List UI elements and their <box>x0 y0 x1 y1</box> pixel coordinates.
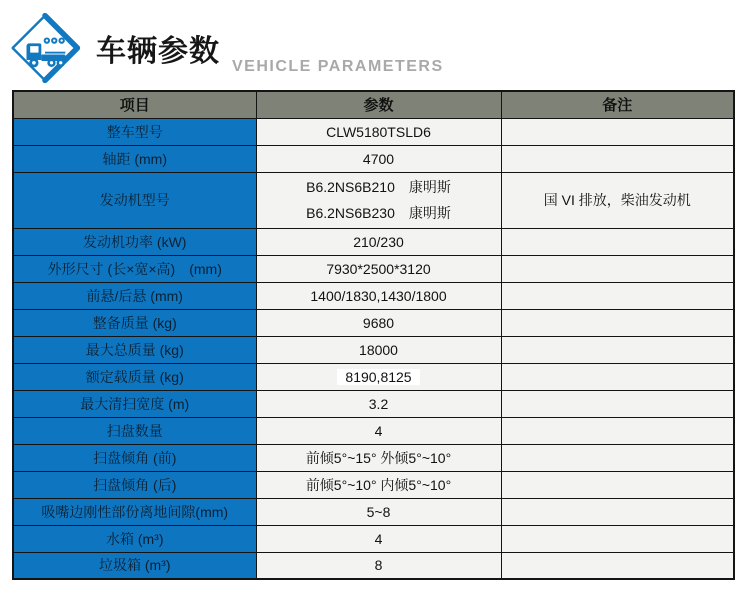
table-row <box>13 471 734 498</box>
row-item-label: 轴距 (mm) <box>13 145 256 172</box>
table-row <box>13 118 734 145</box>
table-row <box>13 282 734 309</box>
page-title: 车辆参数 <box>96 35 220 68</box>
row-note: 国 VI 排放，柴油发动机 <box>501 172 734 228</box>
row-item-label: 扫盘数量 <box>13 417 256 444</box>
row-value: 4700 <box>256 145 501 172</box>
table-row <box>13 498 734 525</box>
row-note <box>501 145 734 172</box>
row-item-label: 最大总质量 (kg) <box>13 336 256 363</box>
row-note <box>501 363 734 390</box>
row-value: 7930*2500*3120 <box>256 255 501 282</box>
row-item-label: 整备质量 (kg) <box>13 309 256 336</box>
page-subtitle: VEHICLE PARAMETERS <box>232 58 444 75</box>
row-item-label: 额定载质量 (kg) <box>13 363 256 390</box>
header-parameter: 参数 <box>256 91 501 118</box>
row-value: 4 <box>256 525 501 552</box>
table-header-row <box>13 91 734 118</box>
row-item-label: 吸嘴边刚性部份离地间隙(mm) <box>13 498 256 525</box>
truck-in-diamond-icon <box>8 11 82 85</box>
page-header <box>0 0 745 90</box>
row-value: 8190,8125 <box>256 363 501 390</box>
row-item-label: 发动机功率 (kW) <box>13 228 256 255</box>
row-value: 18000 <box>256 336 501 363</box>
table-body <box>13 118 734 579</box>
header-item: 项目 <box>13 91 256 118</box>
table-row <box>13 552 734 579</box>
row-item-label: 扫盘倾角 (前) <box>13 444 256 471</box>
table-row <box>13 390 734 417</box>
row-note <box>501 444 734 471</box>
table-header <box>13 91 734 118</box>
vehicle-parameters-table <box>12 90 735 580</box>
row-note <box>501 336 734 363</box>
row-note <box>501 282 734 309</box>
row-value: 3.2 <box>256 390 501 417</box>
table-row <box>13 336 734 363</box>
row-value: 8 <box>256 552 501 579</box>
row-value: 5~8 <box>256 498 501 525</box>
row-value: B6.2NS6B210 康明斯 B6.2NS6B230 康明斯 <box>256 172 501 228</box>
brand-logo <box>8 11 82 85</box>
row-value: 9680 <box>256 309 501 336</box>
row-note <box>501 390 734 417</box>
row-value: 4 <box>256 417 501 444</box>
row-note <box>501 309 734 336</box>
table-row <box>13 444 734 471</box>
table-row <box>13 525 734 552</box>
table-row <box>13 228 734 255</box>
table-row <box>13 309 734 336</box>
row-value: CLW5180TSLD6 <box>256 118 501 145</box>
row-item-label: 发动机型号 <box>13 172 256 228</box>
row-note <box>501 498 734 525</box>
row-note <box>501 118 734 145</box>
row-value: 前倾5°~10° 内倾5°~10° <box>256 471 501 498</box>
row-note <box>501 471 734 498</box>
row-item-label: 外形尺寸 (长×宽×高) (mm) <box>13 255 256 282</box>
table-row <box>13 363 734 390</box>
row-item-label: 最大清扫宽度 (m) <box>13 390 256 417</box>
table-row <box>13 255 734 282</box>
row-note <box>501 417 734 444</box>
header-note: 备注 <box>501 91 734 118</box>
row-item-label: 垃圾箱 (m³) <box>13 552 256 579</box>
row-item-label: 前悬/后悬 (mm) <box>13 282 256 309</box>
table-row <box>13 417 734 444</box>
table-row <box>13 172 734 228</box>
row-value: 1400/1830,1430/1800 <box>256 282 501 309</box>
row-item-label: 整车型号 <box>13 118 256 145</box>
row-note <box>501 228 734 255</box>
table-row <box>13 145 734 172</box>
row-note <box>501 255 734 282</box>
row-item-label: 水箱 (m³) <box>13 525 256 552</box>
row-value: 前倾5°~15° 外倾5°~10° <box>256 444 501 471</box>
row-item-label: 扫盘倾角 (后) <box>13 471 256 498</box>
row-note <box>501 525 734 552</box>
row-note <box>501 552 734 579</box>
row-value: 210/230 <box>256 228 501 255</box>
